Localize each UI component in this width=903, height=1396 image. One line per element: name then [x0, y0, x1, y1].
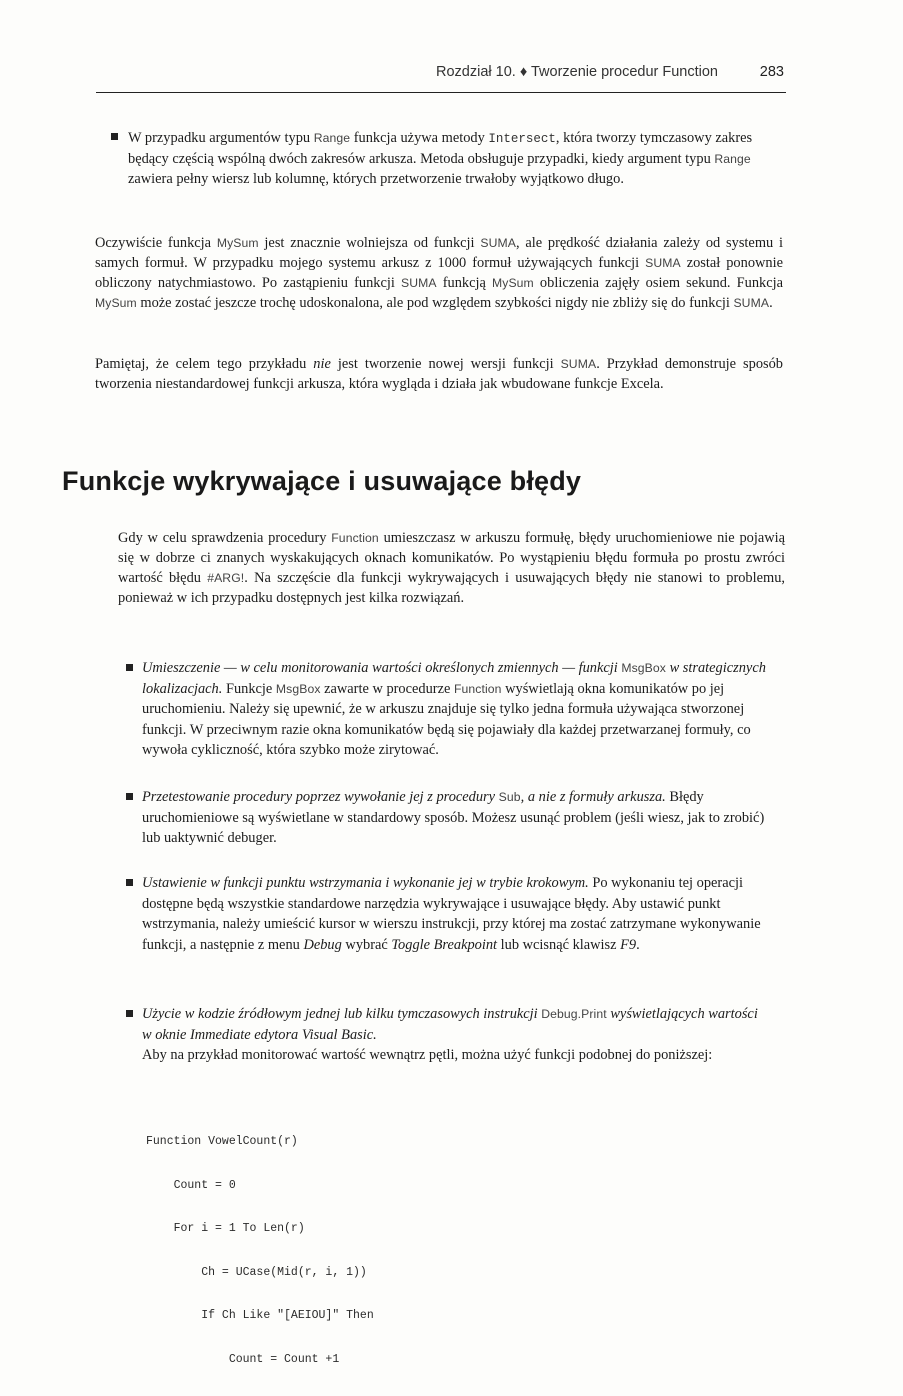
code-listing	[146, 1106, 374, 1396]
chapter-title: Rozdział 10. ♦ Tworzenie procedur Function	[436, 64, 718, 80]
bullet-sub-test: Przetestowanie procedury poprzez wywołanie jej z procedury Sub, a nie z formuły arkusza. Błędy uruchomieniowe są wyświetlane w standardowy sposób. Możesz usunąć problem (jeśli wiesz, jak to zrobić) lub uaktywnić debuger.	[142, 787, 766, 849]
code-line: Count = Count +1	[146, 1352, 340, 1366]
code-line: Count = 0	[146, 1178, 236, 1192]
code-line: Ch = UCase(Mid(r, i, 1))	[146, 1265, 367, 1279]
paragraph-debug-intro: Gdy w celu sprawdzenia procedury Function umieszczasz w arkuszu formułę, błędy uruchomieniowe nie pojawią się w dobrze ci znanych wyskakujących oknach komunikatów. Po wystąpieniu błędu formuła po prostu zwróci wartość błędu #ARG!. Na szczęście dla funkcji wykrywających i usuwających błędy nie stanowi to problemu, ponieważ w ich przypadku dostępnych jest kilka rozwiązań.	[118, 530, 786, 606]
bullet-square-icon	[126, 1010, 133, 1017]
bullet-msgbox: Umieszczenie — w celu monitorowania wartości określonych zmiennych — funkcji MsgBox w strategicznych lokalizacjach. Funkcje MsgBox zawarte w procedurze Function wyświetlają okna komunikatów po jej uruchomieniu. Należy się upewnić, że w arkuszu znajduje się tylko jedna formuła używająca stworzonej funkcji. W przeciwnym razie okna komunikatów będą się pojawiały dla każdej przetwarzanej formuły, co wywoła cykliczność, która szybko może zirytować.	[142, 658, 766, 761]
intro-bullet: W przypadku argumentów typu Range funkcja używa metody Intersect, która tworzy tymczasowy zakres będący częścią wspólną dwóch zakresów arkusza. Metoda obsługuje przypadki, kiedy argument typu Range zawiera pełny wiersz lub kolumnę, których przetworzenie trwałoby wyjątkowo długo.	[128, 128, 768, 189]
bullet-breakpoint: Ustawienie w funkcji punktu wstrzymania i wykonanie jej w trybie krokowym. Po wykonaniu tej operacji dostępne będą wszystkie standardowe narzędzia wykrywające i usuwające błędy. Aby ustawić punkt wstrzymania, należy umieścić kursor w wierszu instrukcji, przy której ma zostać zatrzymane wykonywanie funkcji, a następnie z menu Debug wybrać Toggle Breakpoint lub wcisnąć klawisz F9.	[142, 873, 766, 955]
running-header	[96, 64, 786, 93]
bullet-square-icon	[111, 133, 118, 140]
code-line: Function VowelCount(r)	[146, 1135, 298, 1148]
code-line: If Ch Like "[AEIOU]" Then	[146, 1309, 374, 1322]
bullet-square-icon	[126, 793, 133, 800]
paragraph-speed: Oczywiście funkcja MySum jest znacznie wolniejsza od funkcji SUMA, ale prędkość działania zależy od systemu i samych formuł. W przypadku mojego systemu arkusz z 1000 formuł używających funkcji SUMA został ponownie obliczony natychmiastowo. Po zastąpieniu funkcji SUMA funkcją MySum obliczenia zajęły osiem sekund. Funkcja MySum może zostać jeszcze trochę udoskonalona, ale pod względem szybkości nigdy nie zbliży się do funkcji SUMA.	[95, 235, 784, 311]
bullet-square-icon	[126, 879, 133, 886]
page-number: 283	[759, 64, 784, 80]
paragraph-purpose: Pamiętaj, że celem tego przykładu nie jest tworzenie nowej wersji funkcji SUMA. Przykład demonstruje sposób tworzenia niestandardowej funkcji arkusza, która wygląda i działa jak wbudowane funkcje Excela.	[95, 356, 784, 392]
bullet-square-icon	[126, 664, 133, 671]
bullet-debug-print: Użycie w kodzie źródłowym jednej lub kilku tymczasowych instrukcji Debug.Print wyświetlających wartości w oknie Immediate edytora Visual Basic. Aby na przykład monitorować wartość wewnątrz pętli, można użyć funkcji podobnej do poniższej:	[142, 1004, 766, 1066]
section-heading: Funkcje wykrywające i usuwające błędy	[62, 466, 582, 496]
code-line: For i = 1 To Len(r)	[146, 1222, 305, 1235]
